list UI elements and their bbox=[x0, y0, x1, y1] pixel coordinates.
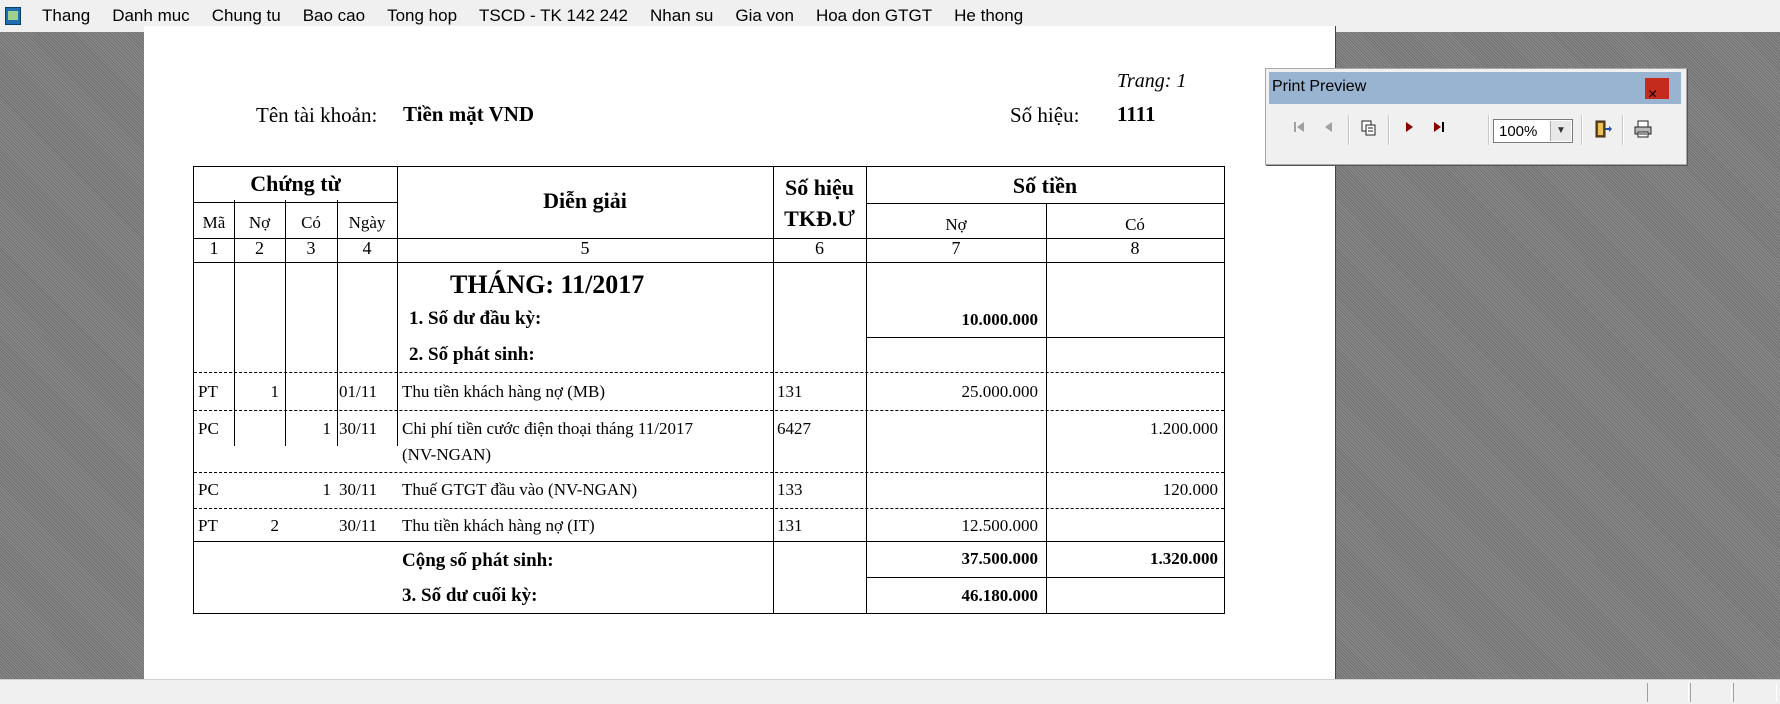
arising-label: 2. Số phát sinh: bbox=[409, 344, 535, 365]
row-tk: 131 bbox=[777, 382, 803, 401]
toolbar-separator bbox=[1581, 115, 1583, 145]
zoom-select[interactable] bbox=[1493, 119, 1573, 143]
header-no: Nợ bbox=[248, 213, 271, 232]
header-tien-no: Nợ bbox=[945, 215, 967, 234]
account-name-label: Tên tài khoản: bbox=[256, 103, 378, 127]
ledger-table bbox=[193, 166, 1225, 614]
account-code-label: Số hiệu: bbox=[1010, 103, 1080, 127]
row-ngay: 01/11 bbox=[339, 382, 378, 401]
col-number-5: 5 bbox=[580, 238, 590, 258]
row-no: 2 bbox=[270, 516, 279, 535]
status-pane bbox=[1733, 683, 1777, 702]
total-label: Cộng số phát sinh: bbox=[402, 550, 554, 571]
chevron-down-icon[interactable]: ▼ bbox=[1550, 121, 1571, 141]
col-number-6: 6 bbox=[815, 238, 824, 258]
row-dien-giai: Chi phí tiền cước điện thoại tháng 11/2017 bbox=[402, 419, 693, 438]
prev-page-button[interactable] bbox=[1318, 119, 1340, 141]
account-code-value: 1111 bbox=[1117, 102, 1156, 126]
row-ngay: 30/11 bbox=[339, 419, 378, 438]
col-number-3: 3 bbox=[306, 238, 316, 258]
col-number-8: 8 bbox=[1130, 238, 1140, 258]
menu-bao-cao[interactable]: Bao cao bbox=[302, 6, 366, 25]
menu-thang[interactable]: Thang bbox=[42, 6, 91, 25]
row-ma: PC bbox=[198, 480, 219, 499]
opening-balance-label: 1. Số dư đầu kỳ: bbox=[409, 308, 542, 329]
first-page-button[interactable] bbox=[1288, 119, 1310, 141]
exit-icon bbox=[1593, 119, 1613, 139]
header-tkdu: TKĐ.Ư bbox=[784, 206, 855, 231]
row-co: 1 bbox=[322, 419, 331, 438]
print-button[interactable] bbox=[1632, 119, 1654, 141]
next-page-icon bbox=[1401, 119, 1417, 135]
menu-gia-von[interactable]: Gia von bbox=[735, 6, 794, 25]
row-ma: PT bbox=[198, 516, 218, 535]
row-tien-no: 12.500.000 bbox=[961, 516, 1038, 535]
status-pane bbox=[1690, 683, 1732, 702]
print-preview-titlebar[interactable] bbox=[1269, 72, 1681, 104]
row-ma: PT bbox=[198, 382, 218, 401]
col-number-2: 2 bbox=[255, 238, 264, 258]
row-tk: 131 bbox=[777, 516, 803, 535]
close-icon: × bbox=[1648, 86, 1658, 103]
col-number-4: 4 bbox=[362, 238, 372, 258]
row-ma: PC bbox=[198, 419, 219, 438]
menu-he-thong[interactable]: He thong bbox=[954, 6, 1024, 25]
last-page-button[interactable] bbox=[1428, 119, 1450, 141]
status-pane bbox=[1647, 683, 1689, 702]
first-page-icon bbox=[1291, 119, 1307, 135]
row-dien-giai: Thu tiền khách hàng nợ (MB) bbox=[402, 382, 606, 401]
row-no: 1 bbox=[270, 382, 279, 401]
app-icon[interactable] bbox=[5, 7, 21, 25]
page-number: Trang: 1 bbox=[1117, 70, 1187, 92]
col-number-7: 7 bbox=[951, 238, 961, 258]
header-tien-co: Có bbox=[1125, 215, 1145, 234]
closing-balance-label: 3. Số dư cuối kỳ: bbox=[402, 585, 538, 606]
row-tk: 6427 bbox=[777, 419, 811, 438]
row-dien-giai: Thu tiền khách hàng nợ (IT) bbox=[402, 516, 595, 535]
multi-page-icon bbox=[1360, 119, 1378, 137]
header-so-hieu: Số hiệu bbox=[784, 175, 855, 200]
row-dien-giai: Thuế GTGT đầu vào (NV-NGAN) bbox=[402, 480, 638, 499]
menu-danh-muc[interactable]: Danh muc bbox=[112, 6, 190, 25]
toolbar-separator bbox=[1622, 115, 1624, 145]
total-no: 37.500.000 bbox=[961, 549, 1038, 568]
print-preview-toolbar bbox=[1265, 68, 1687, 165]
header-chung-tu: Chứng từ bbox=[250, 171, 341, 196]
row-co: 1 bbox=[322, 480, 331, 499]
menu-chung-tu[interactable]: Chung tu bbox=[211, 6, 281, 25]
row-tien-co: 120.000 bbox=[1162, 480, 1218, 499]
row-ngay: 30/11 bbox=[339, 516, 378, 535]
exit-button[interactable] bbox=[1592, 119, 1614, 141]
row-tien-co: 1.200.000 bbox=[1150, 419, 1218, 438]
toolbar-separator bbox=[1388, 115, 1390, 145]
row-tk: 133 bbox=[777, 480, 803, 499]
month-title: THÁNG: 11/2017 bbox=[450, 270, 645, 299]
multi-page-button[interactable] bbox=[1358, 119, 1380, 141]
closing-balance-no: 46.180.000 bbox=[961, 586, 1038, 605]
menu-hoa-don-gtgt[interactable]: Hoa don GTGT bbox=[815, 6, 933, 25]
header-co: Có bbox=[301, 213, 321, 232]
menu-tscd[interactable]: TSCD - TK 142 242 bbox=[479, 6, 629, 25]
menu-tong-hop[interactable]: Tong hop bbox=[387, 6, 458, 25]
row-dien-giai-line2: (NV-NGAN) bbox=[402, 445, 492, 464]
row-ngay: 30/11 bbox=[339, 480, 378, 499]
print-icon bbox=[1633, 119, 1653, 139]
prev-page-icon bbox=[1321, 119, 1337, 135]
opening-balance-no: 10.000.000 bbox=[961, 310, 1038, 329]
next-page-button[interactable] bbox=[1398, 119, 1420, 141]
zoom-value: 100% bbox=[1499, 123, 1538, 140]
toolbar-separator bbox=[1488, 115, 1490, 145]
header-ma: Mã bbox=[202, 213, 226, 232]
print-preview-title: Print Preview bbox=[1272, 78, 1367, 95]
header-so-tien: Số tiền bbox=[1012, 173, 1078, 198]
menu-nhan-su[interactable]: Nhan su bbox=[650, 6, 714, 25]
account-name-value: Tiền mặt VND bbox=[403, 102, 535, 126]
total-co: 1.320.000 bbox=[1150, 549, 1218, 568]
header-dien-giai: Diễn giải bbox=[543, 188, 627, 213]
toolbar-separator bbox=[1348, 115, 1350, 145]
header-ngay: Ngày bbox=[348, 213, 386, 232]
close-button[interactable] bbox=[1645, 78, 1669, 103]
col-number-1: 1 bbox=[209, 238, 219, 258]
row-tien-no: 25.000.000 bbox=[961, 382, 1038, 401]
status-bar bbox=[0, 679, 1780, 704]
last-page-icon bbox=[1431, 119, 1447, 135]
